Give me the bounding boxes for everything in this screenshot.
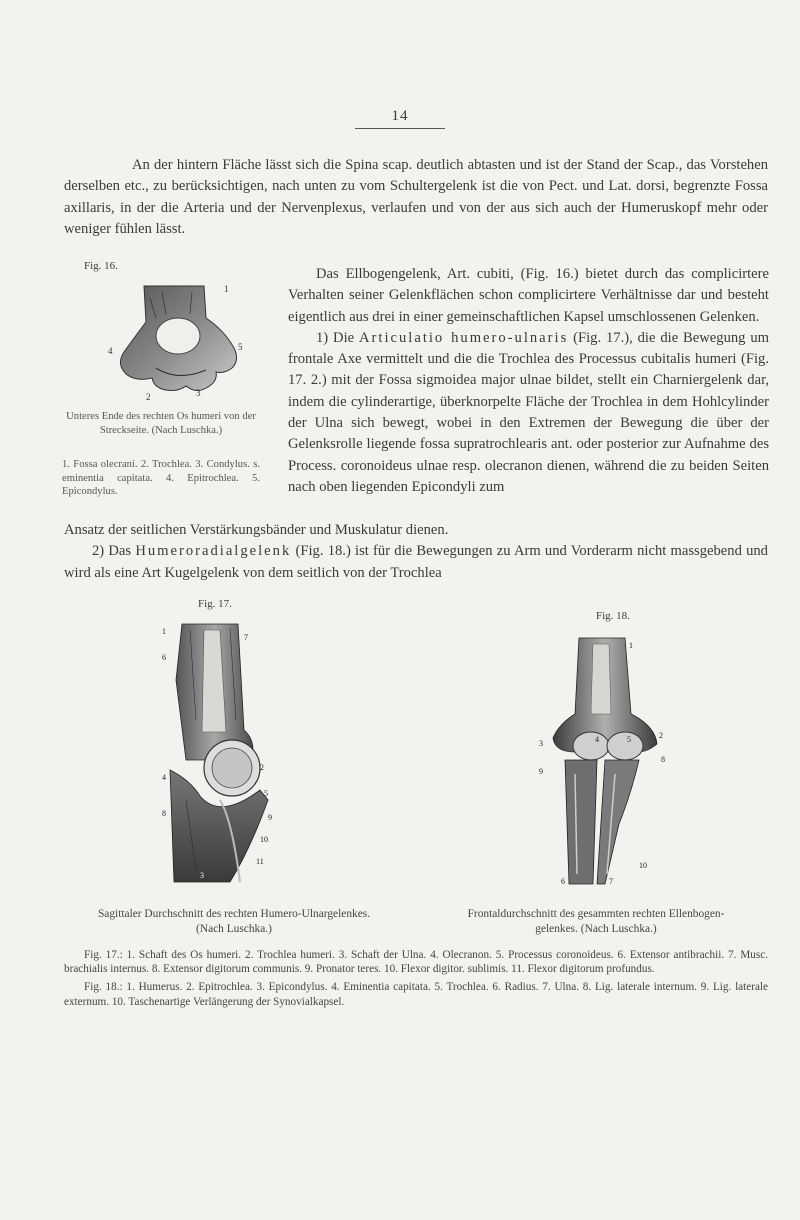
fig17-num-1: 1 bbox=[162, 627, 166, 636]
fig18-num-3: 3 bbox=[539, 739, 543, 748]
fig17-num-8: 8 bbox=[162, 809, 166, 818]
page-number: 14 bbox=[391, 108, 409, 124]
figure-16-legend: 1. Fossa olecrani. 2. Trochlea. 3. Condylus. s. eminentia capitata. 4. Epitrochlea. 5. Epicondylus. bbox=[62, 459, 260, 498]
item1-rest: (Fig. 17.), die die Bewegung um frontale Axe vermittelt und die die Trochlea des Processus cubitalis humeri (Fig. 17. 2.) mit der Fossa sigmoidea major ulnae bildet, stellt ein Charniergelenk dar, indem die cylinderartige, überknorpelte Fläche der Trochlea in dem Hohlcylinder der Ulna sich bewegt, wobei in den Extremen der Bewegung die über der Gelenksrolle liegende fossa supratrochlearis ant. oder posterior zur Aufnahme des Process. coronoideus ulnae resp. olecranon dienen, während die zu beiden Seiten nach oben liegenden Epicondyli zum bbox=[288, 329, 769, 495]
full-width-text bbox=[64, 520, 768, 584]
fig16-num-1: 1 bbox=[224, 284, 229, 294]
page-number-rule bbox=[355, 128, 445, 129]
fig16-num-2: 2 bbox=[146, 392, 151, 402]
fig18-num-2: 2 bbox=[659, 731, 663, 740]
item2-rest: (Fig. 18.) ist für die Bewegungen zu Arm und Vorderarm nicht massgebend und wird als eine Art Kugelgelenk von dem seitlich von der Trochlea bbox=[64, 543, 768, 581]
fig17-num-5: 5 bbox=[264, 789, 268, 798]
fig17-num-6: 6 bbox=[162, 653, 166, 662]
figure-18-legend: Fig. 18.: 1. Humerus. 2. Epitrochlea. 3. Epicondylus. 4. Eminentia capitata. 5. Trochlea. 6. Radius. 7. Ulna. 8. Lig. laterale internum. 9. Lig. laterale externum. 10. Taschenartige Verlängerung der Synovialkapsel. bbox=[64, 981, 768, 1008]
figure-18-caption-line-1: Frontaldurchschnitt des gesammten rechten Ellenbogen- bbox=[467, 908, 725, 920]
fig16-num-4: 4 bbox=[108, 346, 113, 356]
fig18-num-5: 5 bbox=[627, 735, 631, 744]
item1-term: Articulatio humero-ulnaris bbox=[359, 329, 569, 346]
fig18-num-4: 4 bbox=[595, 735, 599, 744]
figure-16-label: Fig. 16. bbox=[84, 260, 118, 272]
fig18-num-1: 1 bbox=[629, 641, 633, 650]
fig18-num-8: 8 bbox=[661, 755, 665, 764]
fig17-num-4: 4 bbox=[162, 773, 166, 782]
figure-17-caption bbox=[64, 907, 404, 937]
item2-term: Humeroradialgelenk bbox=[135, 543, 292, 560]
fig17-num-10: 10 bbox=[260, 835, 268, 844]
figure-17-caption-line-2: (Nach Luschka.) bbox=[196, 923, 272, 935]
fig17-num-7: 7 bbox=[244, 633, 248, 642]
fig17-num-9: 9 bbox=[268, 813, 272, 822]
ellbogengelenk-text bbox=[288, 264, 769, 498]
figure-18-label: Fig. 18. bbox=[596, 610, 630, 622]
figure-17-caption-line-1: Sagittaler Durchschnitt des rechten Humero-Ulnargelenkes. bbox=[97, 908, 371, 920]
figure-17-legend: Fig. 17.: 1. Schaft des Os humeri. 2. Trochlea humeri. 3. Schaft der Ulna. 4. Olecranon. 5. Processus coronoideus. 6. Extensor antibrachii. 7. Musc. brachialis internus. 8. Extensor digitorum communis. 9. Pronator teres. 10. Flexor digitor. sublimis. 11. Flexor digitorum profundus. bbox=[64, 949, 768, 976]
fig18-num-10: 10 bbox=[639, 861, 647, 870]
ellbogengelenk-intro: Das Ellbogengelenk, Art. cubiti, (Fig. 16.) bietet durch das complicirtere Verhalten seiner Gelenkflächen schon complicirtere Verhältnisse dar und besteht eigentlich aus drei in einer gemeinschaftlichen Kapsel umschlossenen Gelenken. bbox=[288, 266, 769, 325]
figure-16-caption: Unteres Ende des rechten Os humeri von der Streckseite. (Nach Luschka.) bbox=[66, 411, 256, 436]
humeroradialgelenk-paragraph bbox=[64, 541, 768, 584]
fig17-num-11: 11 bbox=[256, 857, 264, 866]
fig18-num-7: 7 bbox=[609, 877, 613, 886]
figure-18-frontal-section-illustration bbox=[535, 634, 675, 890]
fig17-num-2: 2 bbox=[260, 763, 264, 772]
figure-legends bbox=[64, 948, 768, 1009]
paragraph-scapula: An der hintern Fläche lässt sich die Spina scap. deutlich abtasten und ist der Stand der Scap., das Vorstehen derselben etc., zu berücksichtigen, nach unten zu vom Schultergelenk ist die von Pect. und Lat. dorsi, begrenzte Fossa axillaris, in der die Arteria und der Nervenplexus, verlaufen und von der aus sich auch der Humeruskopf mehr oder weniger fühlen lässt. bbox=[64, 157, 768, 237]
fig17-num-3: 3 bbox=[200, 871, 204, 880]
continuation-text: Ansatz der seitlichen Verstärkungsbänder und Muskulatur dienen. bbox=[64, 522, 449, 538]
figure-18-caption bbox=[418, 907, 774, 937]
figure-18-caption-line-2: gelenkes. (Nach Luschka.) bbox=[535, 923, 657, 935]
articulatio-humero-ulnaris-paragraph bbox=[288, 328, 769, 498]
fossa-olecrani bbox=[156, 318, 200, 354]
item2-prefix: 2) Das bbox=[92, 543, 132, 560]
fig18-num-9: 9 bbox=[539, 767, 543, 776]
fig16-num-5: 5 bbox=[238, 342, 243, 352]
figure-16-humerus-illustration bbox=[106, 278, 246, 403]
fig16-num-3: 3 bbox=[196, 388, 201, 398]
item1-prefix: 1) Die bbox=[316, 329, 355, 346]
figure-17-sagittal-section-illustration bbox=[160, 620, 280, 885]
fig18-num-6: 6 bbox=[561, 877, 565, 886]
figure-17-label: Fig. 17. bbox=[198, 598, 232, 610]
